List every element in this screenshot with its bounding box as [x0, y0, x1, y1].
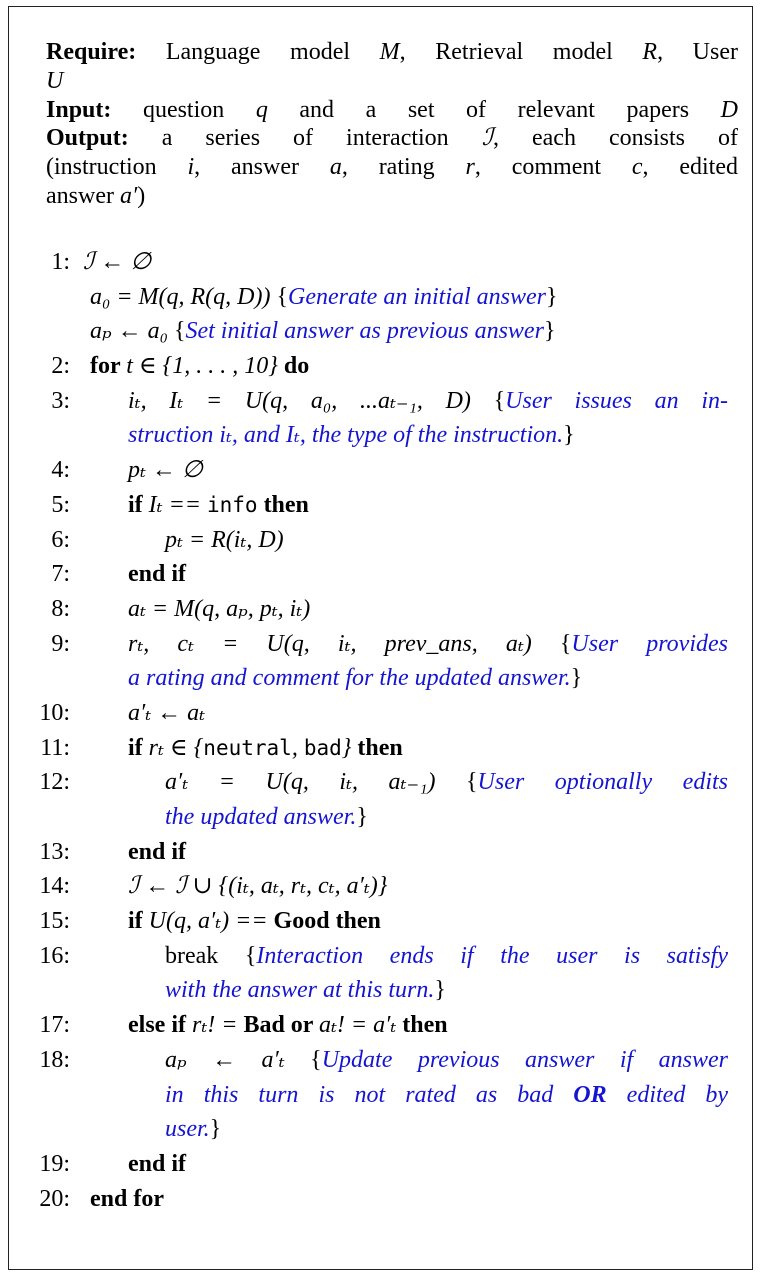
math: D [720, 96, 738, 123]
math: a′ [119, 182, 138, 209]
line-number: 11: [40, 734, 70, 761]
line-number: 3: [51, 387, 70, 414]
algorithm-line [0, 455, 765, 486]
line-content [165, 1080, 728, 1111]
keyword: end if [128, 561, 187, 588]
line-number: 6: [51, 526, 70, 553]
line-number: 13: [39, 838, 70, 865]
keyword: else if [128, 1012, 192, 1039]
code: neutral [203, 735, 292, 760]
text: } [209, 1116, 222, 1143]
algorithm-line-continuation [0, 802, 765, 833]
text: , Retrieval model [399, 39, 643, 65]
text: { [470, 387, 506, 414]
text: } [570, 665, 583, 692]
header-line [46, 67, 738, 96]
header-line [46, 153, 738, 182]
text: , comment [474, 154, 632, 181]
line-content [165, 975, 446, 1006]
line-content [128, 455, 203, 486]
line-number: 12: [39, 769, 70, 796]
line-number: 14: [39, 873, 70, 900]
line-content [90, 282, 558, 313]
math: , [291, 734, 304, 761]
algorithm-line [0, 871, 765, 902]
math: R [642, 39, 658, 65]
comment: Interaction ends if the user is satisfy [256, 942, 728, 969]
line-number: 4: [51, 457, 70, 484]
math: a [329, 154, 342, 181]
line-content [165, 525, 284, 556]
comment: User issues an in- [505, 387, 728, 414]
keyword: Input: [46, 96, 143, 123]
code: bad [303, 735, 342, 760]
text: a series of interaction [161, 125, 482, 152]
algorithm-line [0, 837, 765, 868]
text: } [543, 318, 556, 345]
comment: Generate an initial answer [288, 283, 547, 310]
text: answer [46, 182, 120, 209]
algorithm-line [0, 1184, 765, 1215]
math: U [46, 67, 64, 94]
line-content [165, 1114, 221, 1145]
text: break { [165, 942, 257, 969]
text: , each consists of [492, 125, 738, 152]
text: { [284, 1046, 322, 1073]
math: rₜ ∈ { [148, 734, 204, 761]
line-content [128, 386, 728, 417]
line-number: 7: [51, 561, 70, 588]
line-content [90, 316, 555, 347]
math: ℐ ← ∅ [83, 249, 152, 275]
keyword: if [128, 734, 149, 761]
text: } [356, 804, 368, 830]
keyword: Output: [46, 125, 162, 152]
line-number: 1: [51, 249, 70, 275]
line-number: 8: [51, 595, 70, 622]
algorithm-line [0, 351, 765, 382]
comment: the updated answer. [165, 804, 357, 830]
text: } [563, 422, 575, 449]
math: ℐ ← ℐ ∪ {(iₜ, aₜ, rₜ, cₜ, a′ₜ)} [128, 873, 388, 900]
math: Iₜ == [148, 491, 207, 518]
line-content [165, 767, 728, 798]
algorithm-line [0, 559, 765, 590]
line-content [128, 420, 575, 451]
keyword: then [257, 491, 309, 518]
algorithm-line [0, 525, 765, 556]
line-number: 16: [39, 942, 70, 969]
line-number: 2: [51, 353, 70, 380]
math: r [465, 154, 475, 181]
keyword: then [357, 734, 403, 761]
algorithm-line [0, 906, 765, 937]
comment: Set initial answer as previous answer [185, 318, 544, 345]
line-content [165, 802, 368, 833]
math: M [379, 39, 400, 65]
algorithm-line [0, 386, 765, 417]
line-number: 5: [51, 491, 70, 518]
line-number: 18: [39, 1046, 70, 1073]
line-number: 9: [51, 630, 70, 657]
algorithm-line [0, 594, 765, 625]
text: and a set of relevant papers [267, 96, 721, 123]
line-content [128, 663, 582, 694]
comment: user. [165, 1116, 210, 1143]
comment: with the answer at this turn. [165, 977, 435, 1004]
keyword: Require: [46, 39, 166, 65]
algorithm-line [0, 629, 765, 660]
math: } [341, 734, 358, 761]
line-content [90, 1184, 164, 1215]
line-content [128, 629, 728, 660]
algorithm-line [0, 733, 765, 764]
math: U(q, a′ₜ) == [148, 908, 274, 935]
comment: in this turn is not rated as bad [165, 1081, 574, 1108]
line-number: 17: [39, 1012, 70, 1039]
algorithm-line-continuation [0, 420, 765, 451]
math: aₜ = M(q, aₚ, pₜ, iₜ) [128, 595, 311, 622]
math: aₚ ← a′ₜ [165, 1046, 285, 1073]
line-content [128, 594, 310, 625]
text: } [434, 977, 446, 1004]
text: { [435, 769, 478, 796]
math: i [187, 154, 195, 181]
algorithm-line [0, 698, 765, 729]
algorithm-line [0, 1045, 765, 1076]
math: pₜ ← ∅ [128, 457, 203, 484]
keyword: if [128, 908, 149, 935]
keyword: for [90, 353, 127, 380]
math: aₜ! = a′ₜ [319, 1012, 403, 1039]
line-content [128, 559, 186, 590]
algorithm-line [0, 1010, 765, 1041]
line-number: 20: [39, 1185, 70, 1212]
algorithm-line [0, 490, 765, 521]
math: a′ₜ ← aₜ [128, 699, 206, 726]
text: Language model [165, 39, 380, 65]
line-number: 19: [39, 1150, 70, 1177]
comment: User optionally edits [477, 769, 728, 796]
text: , edited [642, 154, 738, 181]
header-line [46, 38, 738, 67]
text: ) [137, 182, 146, 209]
math: aₚ ← a₀ [90, 318, 168, 345]
algorithm-line-continuation [0, 975, 765, 1006]
header-line [46, 124, 738, 153]
line-number: 10: [39, 699, 70, 726]
text: , User [657, 39, 738, 65]
comment: User provides [571, 630, 728, 657]
keyword: Bad or [243, 1012, 320, 1039]
algorithm-line-continuation [0, 663, 765, 694]
comment: struction iₜ, and Iₜ, the type of the instruction. [128, 422, 564, 449]
math: pₜ = R(iₜ, D) [165, 526, 284, 553]
math: rₜ, cₜ = U(q, iₜ, prev_ans, aₜ) [128, 630, 532, 657]
algorithm-line [0, 767, 765, 798]
text: { [270, 283, 289, 310]
algorithm-line [0, 941, 765, 972]
algorithm-header [46, 38, 738, 211]
text: } [546, 283, 558, 310]
text: { [531, 630, 572, 657]
keyword: end if [128, 838, 187, 865]
comment-bold: OR [573, 1081, 607, 1108]
math: c [631, 154, 643, 181]
keyword: do [283, 353, 310, 380]
line-content [83, 247, 151, 278]
comment: edited by [606, 1081, 728, 1108]
line-content [128, 906, 381, 937]
algorithm-line [0, 247, 765, 278]
text: , rating [341, 154, 466, 181]
line-content [165, 941, 728, 972]
line-content [128, 871, 387, 902]
text: { [167, 318, 186, 345]
text: (instruction [46, 154, 188, 181]
algorithm-line-continuation [0, 1080, 765, 1111]
header-line [46, 96, 738, 125]
keyword: end for [90, 1185, 164, 1212]
line-content [128, 1010, 448, 1041]
keyword: end if [128, 1150, 187, 1177]
math: iₜ, Iₜ = U(q, a₀, ...aₜ₋₁, D) [128, 387, 471, 414]
algorithm-line [0, 316, 765, 347]
keyword: then [402, 1012, 448, 1039]
line-number: 15: [39, 908, 70, 935]
line-content [128, 1149, 186, 1180]
keyword: if [128, 491, 149, 518]
math: a₀ = M(q, R(q, D)) [90, 283, 271, 310]
text: , answer [194, 154, 330, 181]
math: a′ₜ = U(q, iₜ, aₜ₋₁) [165, 769, 436, 796]
line-content [128, 733, 403, 764]
text: question [142, 96, 256, 123]
line-content [90, 351, 309, 382]
comment: a rating and comment for the updated answer. [128, 665, 571, 692]
keyword: Good then [273, 908, 381, 935]
algorithm-line [0, 282, 765, 313]
line-content [128, 490, 309, 521]
math: rₜ! = [191, 1012, 244, 1039]
code: info [206, 492, 258, 517]
math: ℐ [481, 125, 493, 152]
algorithm-line [0, 1149, 765, 1180]
algorithm-line-continuation [0, 1114, 765, 1145]
comment: Update previous answer if answer [321, 1046, 728, 1073]
line-content [128, 698, 205, 729]
math: t ∈ {1, . . . , 10} [126, 353, 284, 380]
algorithm-lines [0, 247, 765, 1218]
line-content [128, 837, 186, 868]
math: q [255, 96, 268, 123]
header-line [46, 182, 738, 211]
line-content [165, 1045, 728, 1076]
